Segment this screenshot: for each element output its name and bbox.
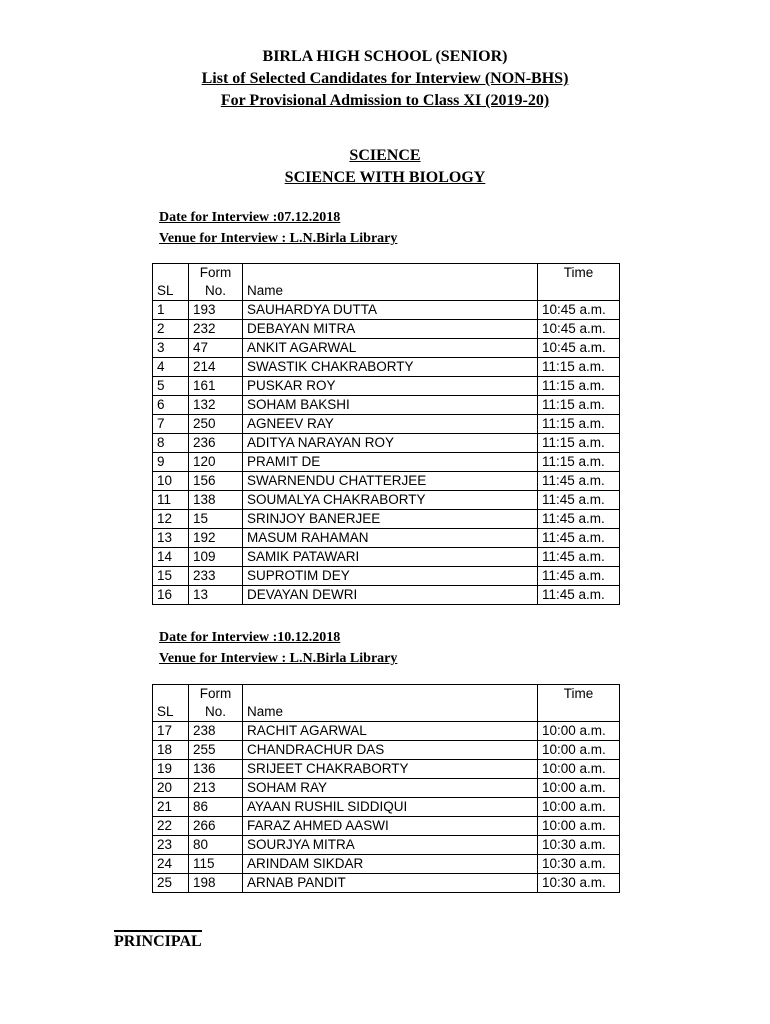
- cell-name: ARINDAM SIKDAR: [243, 855, 538, 874]
- cell-time: 10:30 a.m.: [538, 855, 620, 874]
- cell-sl: 24: [153, 855, 189, 874]
- table-row: [153, 320, 620, 339]
- cell-time: 10:45 a.m.: [538, 320, 620, 339]
- cell-form-no: 15: [189, 510, 243, 529]
- cell-sl: 17: [153, 722, 189, 741]
- candidates-table: [152, 684, 620, 893]
- column-header-sl: SL: [153, 685, 189, 722]
- column-header-sl: SL: [153, 264, 189, 301]
- session-1-info: [159, 207, 397, 249]
- cell-time: 11:15 a.m.: [538, 396, 620, 415]
- session-2-info: [159, 627, 397, 669]
- cell-name: SOUMALYA CHAKRABORTY: [243, 491, 538, 510]
- cell-form-no: 47: [189, 339, 243, 358]
- school-name: BIRLA HIGH SCHOOL (SENIOR): [262, 48, 508, 65]
- cell-form-no: 238: [189, 722, 243, 741]
- column-header-form-no: [189, 264, 243, 301]
- cell-time: 11:45 a.m.: [538, 529, 620, 548]
- table-row: [153, 722, 620, 741]
- cell-time: 10:00 a.m.: [538, 817, 620, 836]
- cell-time: 11:15 a.m.: [538, 434, 620, 453]
- cell-time: 10:00 a.m.: [538, 779, 620, 798]
- table-row: [153, 396, 620, 415]
- table-row: [153, 415, 620, 434]
- table-row: [153, 377, 620, 396]
- table-row: [153, 855, 620, 874]
- table-row: [153, 491, 620, 510]
- cell-name: CHANDRACHUR DAS: [243, 741, 538, 760]
- subject-heading: [0, 145, 770, 189]
- cell-time: 10:00 a.m.: [538, 722, 620, 741]
- admission-title: For Provisional Admission to Class XI (2019-20): [220, 92, 550, 109]
- cell-sl: 11: [153, 491, 189, 510]
- cell-sl: 16: [153, 586, 189, 605]
- cell-form-no: 233: [189, 567, 243, 586]
- table-header-row: [153, 685, 620, 722]
- cell-sl: 5: [153, 377, 189, 396]
- table-row: [153, 586, 620, 605]
- table-row: [153, 779, 620, 798]
- cell-name: FARAZ AHMED AASWI: [243, 817, 538, 836]
- cell-name: DEVAYAN DEWRI: [243, 586, 538, 605]
- table-row: [153, 874, 620, 893]
- cell-form-no: 86: [189, 798, 243, 817]
- cell-form-no: 193: [189, 301, 243, 320]
- cell-form-no: 13: [189, 586, 243, 605]
- table-row: [153, 510, 620, 529]
- table-header-row: [153, 264, 620, 301]
- cell-sl: 18: [153, 741, 189, 760]
- cell-form-no: 156: [189, 472, 243, 491]
- cell-time: 11:45 a.m.: [538, 586, 620, 605]
- cell-form-no: 232: [189, 320, 243, 339]
- cell-form-no: 109: [189, 548, 243, 567]
- sub-stream-title: SCIENCE WITH BIOLOGY: [284, 169, 486, 186]
- cell-sl: 9: [153, 453, 189, 472]
- cell-name: SUPROTIM DEY: [243, 567, 538, 586]
- cell-time: 11:45 a.m.: [538, 510, 620, 529]
- cell-time: 11:45 a.m.: [538, 548, 620, 567]
- column-header-time: Time: [538, 264, 620, 301]
- table-row: [153, 741, 620, 760]
- table-row: [153, 798, 620, 817]
- cell-sl: 4: [153, 358, 189, 377]
- table-row: [153, 760, 620, 779]
- cell-name: SWASTIK CHAKRABORTY: [243, 358, 538, 377]
- cell-time: 11:15 a.m.: [538, 415, 620, 434]
- interview-venue: Venue for Interview : L.N.Birla Library: [159, 651, 398, 666]
- cell-sl: 6: [153, 396, 189, 415]
- table-row: [153, 358, 620, 377]
- cell-sl: 13: [153, 529, 189, 548]
- stream-title: SCIENCE: [349, 147, 421, 164]
- cell-name: AYAAN RUSHIL SIDDIQUI: [243, 798, 538, 817]
- cell-sl: 19: [153, 760, 189, 779]
- table-row: [153, 836, 620, 855]
- table-row: [153, 434, 620, 453]
- cell-form-no: 213: [189, 779, 243, 798]
- cell-sl: 12: [153, 510, 189, 529]
- cell-sl: 21: [153, 798, 189, 817]
- table-row: [153, 339, 620, 358]
- table-row: [153, 529, 620, 548]
- cell-name: SRINJOY BANERJEE: [243, 510, 538, 529]
- document-header: [0, 46, 770, 112]
- form-header-line2: No.: [204, 704, 226, 719]
- cell-time: 10:30 a.m.: [538, 836, 620, 855]
- interview-venue: Venue for Interview : L.N.Birla Library: [159, 231, 398, 246]
- form-header-line2: No.: [204, 283, 226, 298]
- cell-sl: 23: [153, 836, 189, 855]
- column-header-name: Name: [243, 264, 538, 301]
- cell-form-no: 255: [189, 741, 243, 760]
- cell-name: PRAMIT DE: [243, 453, 538, 472]
- cell-time: 10:45 a.m.: [538, 339, 620, 358]
- cell-name: AGNEEV RAY: [243, 415, 538, 434]
- cell-time: 11:15 a.m.: [538, 377, 620, 396]
- candidates-table: [152, 263, 620, 605]
- cell-name: ARNAB PANDIT: [243, 874, 538, 893]
- cell-name: MASUM RAHAMAN: [243, 529, 538, 548]
- cell-name: RACHIT AGARWAL: [243, 722, 538, 741]
- cell-form-no: 80: [189, 836, 243, 855]
- cell-time: 11:15 a.m.: [538, 358, 620, 377]
- cell-time: 11:45 a.m.: [538, 567, 620, 586]
- column-header-name: Name: [243, 685, 538, 722]
- cell-form-no: 250: [189, 415, 243, 434]
- cell-form-no: 132: [189, 396, 243, 415]
- cell-time: 11:15 a.m.: [538, 453, 620, 472]
- cell-name: SRIJEET CHAKRABORTY: [243, 760, 538, 779]
- form-header-line1: Form: [199, 265, 232, 280]
- table-row: [153, 567, 620, 586]
- cell-time: 11:45 a.m.: [538, 491, 620, 510]
- table-row: [153, 301, 620, 320]
- cell-name: SWARNENDU CHATTERJEE: [243, 472, 538, 491]
- cell-name: SOURJYA MITRA: [243, 836, 538, 855]
- cell-name: SOHAM BAKSHI: [243, 396, 538, 415]
- column-header-form-no: [189, 685, 243, 722]
- cell-sl: 14: [153, 548, 189, 567]
- cell-form-no: 136: [189, 760, 243, 779]
- cell-sl: 22: [153, 817, 189, 836]
- cell-time: 10:45 a.m.: [538, 301, 620, 320]
- cell-name: PUSKAR ROY: [243, 377, 538, 396]
- cell-time: 10:30 a.m.: [538, 874, 620, 893]
- cell-sl: 25: [153, 874, 189, 893]
- form-header-line1: Form: [199, 686, 232, 701]
- cell-form-no: 236: [189, 434, 243, 453]
- cell-form-no: 198: [189, 874, 243, 893]
- cell-time: 10:00 a.m.: [538, 741, 620, 760]
- cell-name: ANKIT AGARWAL: [243, 339, 538, 358]
- table-row: [153, 453, 620, 472]
- cell-name: DEBAYAN MITRA: [243, 320, 538, 339]
- cell-sl: 10: [153, 472, 189, 491]
- interview-date: Date for Interview :07.12.2018: [159, 210, 341, 225]
- cell-sl: 1: [153, 301, 189, 320]
- cell-sl: 20: [153, 779, 189, 798]
- cell-sl: 15: [153, 567, 189, 586]
- cell-form-no: 120: [189, 453, 243, 472]
- cell-form-no: 161: [189, 377, 243, 396]
- cell-time: 10:00 a.m.: [538, 760, 620, 779]
- cell-name: SAUHARDYA DUTTA: [243, 301, 538, 320]
- cell-sl: 7: [153, 415, 189, 434]
- cell-name: SOHAM RAY: [243, 779, 538, 798]
- signature-line: [114, 930, 202, 932]
- cell-name: SAMIK PATAWARI: [243, 548, 538, 567]
- cell-form-no: 115: [189, 855, 243, 874]
- cell-form-no: 214: [189, 358, 243, 377]
- column-header-time: Time: [538, 685, 620, 722]
- table-row: [153, 817, 620, 836]
- cell-sl: 8: [153, 434, 189, 453]
- cell-time: 10:00 a.m.: [538, 798, 620, 817]
- cell-time: 11:45 a.m.: [538, 472, 620, 491]
- principal-signature-label: PRINCIPAL: [114, 933, 202, 950]
- cell-form-no: 192: [189, 529, 243, 548]
- cell-form-no: 266: [189, 817, 243, 836]
- table-row: [153, 472, 620, 491]
- cell-form-no: 138: [189, 491, 243, 510]
- cell-name: ADITYA NARAYAN ROY: [243, 434, 538, 453]
- table-row: [153, 548, 620, 567]
- cell-sl: 2: [153, 320, 189, 339]
- list-title: List of Selected Candidates for Interview (NON-BHS): [201, 70, 569, 87]
- interview-date: Date for Interview :10.12.2018: [159, 630, 341, 645]
- cell-sl: 3: [153, 339, 189, 358]
